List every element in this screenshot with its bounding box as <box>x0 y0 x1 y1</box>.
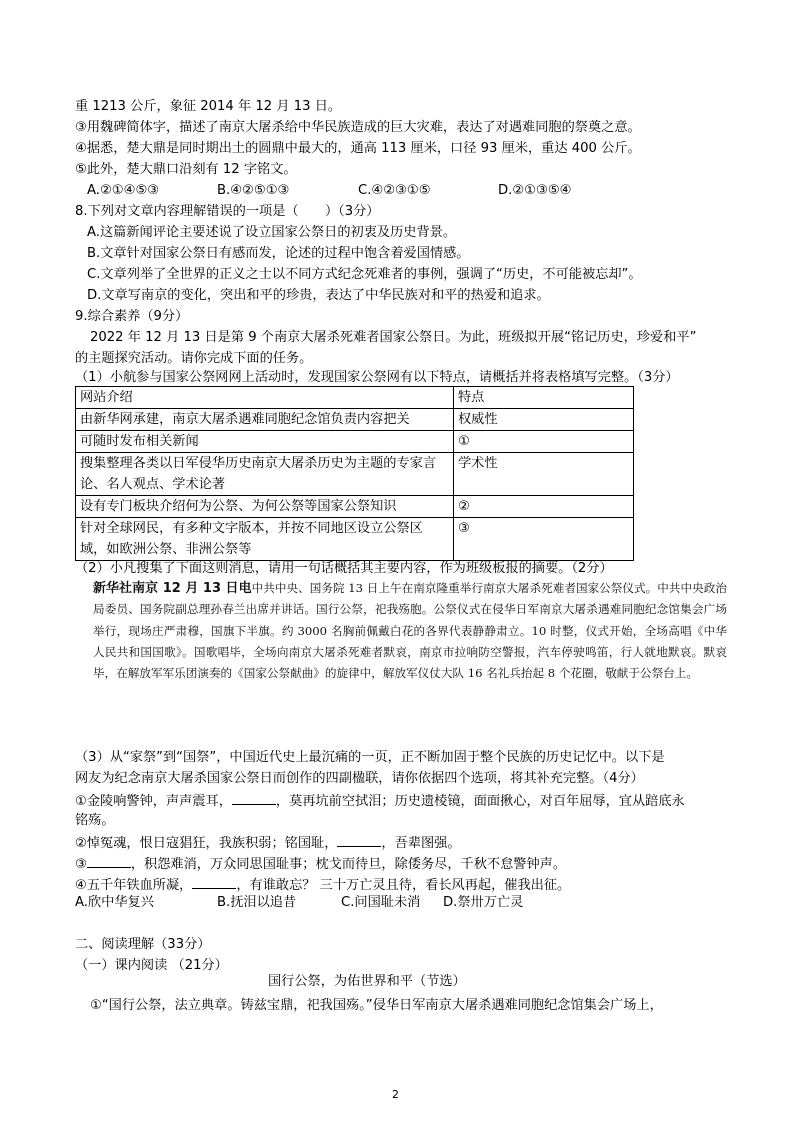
q9-sub1: （1）小航参与国家公祭网网上活动时，发现国家公祭网有以下特点，请概括并将表格填写完整。（3分） <box>75 370 679 385</box>
table-cell: 由新华网承建，南京大屠杀遇难同胞纪念馆负责内容把关 <box>76 409 454 431</box>
table-cell: ③ <box>454 518 634 561</box>
table-cell: 学术性 <box>454 453 634 496</box>
fill-blank[interactable] <box>337 833 381 847</box>
couplet-text: ②悼冤魂，恨日寇猖狂，我族积弱；铭国耻， <box>75 836 338 851</box>
couplet-option-a: A.欣中华复兴 <box>75 895 154 910</box>
couplet-4 <box>75 875 570 895</box>
table-cell: 针对全球网民，有多种文字版本，并按不同地区设立公祭区域，如欧洲公祭、非洲公祭等 <box>76 518 454 561</box>
table-cell: ② <box>454 496 634 518</box>
q8-option-c: C.文章列举了全世界的正义之士以不同方式纪念死难者的事例，强调了“历史，不可能被忘却”。 <box>87 267 642 282</box>
q7-option-a: A.②①④⑤③ <box>87 183 160 198</box>
couplet-option-c: C.问国耻未消 <box>341 895 421 910</box>
couplet-1 <box>75 791 685 811</box>
q8-option-b: B.文章针对国家公祭日有感而发，论述的过程中饱含着爱国情感。 <box>87 246 470 261</box>
section-2-title: 二、阅读理解（33分） <box>75 937 211 952</box>
fill-blank[interactable] <box>232 791 276 805</box>
website-features-table <box>75 386 634 561</box>
q7-option-b: B.④②⑤①③ <box>217 183 290 198</box>
table-row <box>76 453 634 496</box>
q8-option-a: A.这篇新闻评论主要述说了设立国家公祭日的初衷及历史背景。 <box>87 225 457 240</box>
q8-option-d: D.文章写南京的变化，突出和平的珍贵，表达了中华民族对和平的热爱和追求。 <box>87 288 550 303</box>
couplet-option-d: D.祭卅万亡灵 <box>443 895 524 910</box>
couplet-2 <box>75 833 461 853</box>
couplet-text: ③ <box>75 857 87 872</box>
couplet-text: ④五千年铁血所凝， <box>75 878 193 893</box>
q9-intro-1: 2022 年 12 月 13 日是第 9 个南京大屠杀死难者国家公祭日。为此，班级拟开展“铭记历史，珍爱和平” <box>90 330 697 345</box>
table-header-row <box>76 387 634 409</box>
news-body: 中共中央、国务院 13 日上午在南京隆重举行南京大屠杀死难者国家公祭仪式。中共中央政治局委员、国务院副总理孙春兰出席并讲话。国行公祭，祀我殇胞。公祭仪式在侵华日军南京大屠杀遇难同胞纪念馆集会广场举行，现场庄严肃穆，国旗下半旗。约 3000 名胸前佩戴白花的各界代表静静肃立。10 时整，仪式开始，全场高唱《中华人民共和国国歌》。国歌唱毕，全场向南京大屠杀死难者默哀，南京市拉响防空警报，汽车停驶鸣笛，行人就地默哀。默哀毕，在解放军军乐团演奏的《国家公祭献曲》的旋律中，解放军仪仗大队 16 名礼兵抬起 8 个花圈，敬献于公祭台上。 <box>93 581 727 681</box>
table-row <box>76 431 634 453</box>
q9-sub2: （2）小凡搜集了下面这则消息，请用一句话概括其主要内容，作为班级板报的摘要。（2分） <box>75 561 613 576</box>
table-cell: 搜集整理各类以日军侵华历史南京大屠杀历史为主题的专家言论、名人观点、学术论著 <box>76 453 454 496</box>
q9-stem: 9.综合素养（9分） <box>75 309 189 324</box>
fill-blank[interactable] <box>87 854 131 868</box>
article-title: 国行公祭，为佑世界和平（节选） <box>268 974 466 989</box>
couplet-text: ①金陵响警钟，声声震耳， <box>75 794 232 809</box>
table-row <box>76 496 634 518</box>
table-cell: ① <box>454 431 634 453</box>
table-cell: 可随时发布相关新闻 <box>76 431 454 453</box>
q7-option-d: D.②①③⑤④ <box>498 183 572 198</box>
couplet-text: ，吾辈图强。 <box>381 836 461 851</box>
q9-intro-2: 的主题探究活动。请你完成下面的任务。 <box>75 351 313 366</box>
table-cell: 权威性 <box>454 409 634 431</box>
couplet-text: ，积怨难消，万众同思国耻事；枕戈而待旦，除倭务尽，千秋不怠警钟声。 <box>130 857 567 872</box>
q7-option-c: C.④②③①⑤ <box>358 183 431 198</box>
line-4: ⑤此外，楚大鼎口沿刻有 12 字铭文。 <box>75 162 297 177</box>
news-excerpt <box>93 578 727 684</box>
table-row <box>76 409 634 431</box>
page-number: 2 <box>392 1088 399 1101</box>
table-cell: 设有专门板块介绍何为公祭、为何公祭等国家公祭知识 <box>76 496 454 518</box>
line-2: ③用魏碑简体字，描述了南京大屠杀给中华民族造成的巨大灾难，表达了对遇难同胞的祭奠之意。 <box>75 120 641 135</box>
couplet-3 <box>75 854 566 874</box>
couplet-text: ，有谁敢忘？ 三十万亡灵且待，看长风再起，催我出征。 <box>236 878 571 893</box>
article-paragraph-1: ①“国行公祭，法立典章。铸兹宝鼎，祀我国殇。”侵华日军南京大屠杀遇难同胞纪念馆集会广场上， <box>90 998 663 1013</box>
couplet-text: ，莫再坑前空拭泪；历史遗棱镜，面面揪心，对百年屈辱，宜从踣底永 <box>275 794 685 809</box>
section-2-part-1: （一）课内阅读 （21分） <box>75 958 228 973</box>
line-1: 重 1213 公斤，象征 2014 年 12 月 13 日。 <box>75 99 342 114</box>
q9-sub3-line-2: 网友为纪念南京大屠杀国家公祭日而创作的四副楹联，请你依据四个选项，将其补充完整。（4分） <box>75 771 644 786</box>
couplet-1-continued: 铭殇。 <box>75 813 115 828</box>
table-header-cell: 网站介绍 <box>76 387 454 409</box>
news-lead: 新华社南京 12 月 13 日电 <box>93 581 252 596</box>
table-header-cell: 特点 <box>454 387 634 409</box>
q8-stem: 8.下列对文章内容理解错误的一项是（ ）（3分） <box>75 204 380 219</box>
fill-blank[interactable] <box>192 875 236 889</box>
line-3: ④据悉，楚大鼎是同时期出土的圆鼎中最大的，通高 113 厘米，口径 93 厘米，重达 400 公斤。 <box>75 141 641 156</box>
table-row <box>76 518 634 561</box>
q9-sub3-line-1: （3）从“家祭”到“国祭”，中国近代史上最沉痛的一页，正不断加固于整个民族的历史记忆中。以下是 <box>75 750 665 765</box>
couplet-option-b: B.抚泪以追昔 <box>217 895 297 910</box>
